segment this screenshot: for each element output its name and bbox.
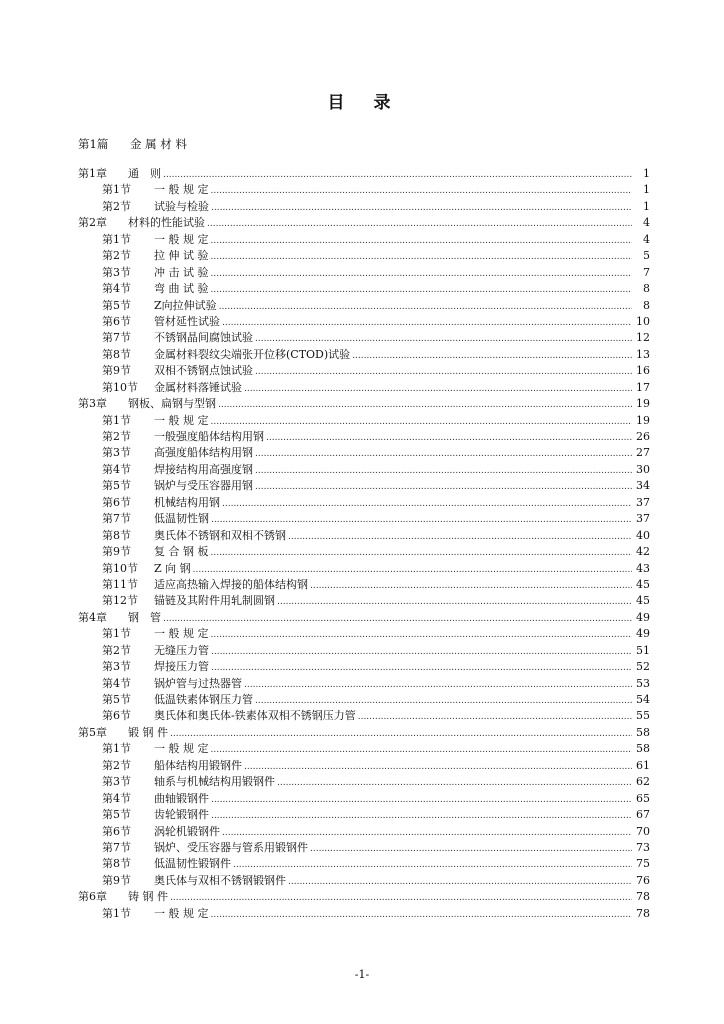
toc-chapter-entry	[0, 215, 724, 231]
entry-title: 钢 管	[128, 610, 161, 624]
entry-number: 第4节	[102, 462, 131, 476]
toc-section-entry	[0, 445, 724, 461]
dot-leader	[219, 299, 632, 315]
toc-section-entry	[0, 347, 724, 363]
entry-number: 第6节	[102, 314, 131, 328]
entry-title: 涡轮机锻钢件	[154, 824, 220, 838]
dot-leader	[211, 742, 633, 758]
entry-number: 第3章	[78, 397, 107, 411]
dot-leader	[211, 183, 633, 199]
entry-number: 第2节	[102, 199, 131, 213]
entry-title: 适应高热输入焊接的船体结构钢	[154, 577, 308, 591]
dot-leader	[244, 677, 632, 693]
entry-page-number: 75	[636, 857, 650, 871]
toc-chapter-entry	[0, 396, 724, 412]
entry-number: 第1节	[102, 742, 131, 756]
entry-page-number: 58	[636, 725, 650, 739]
entry-page-number: 17	[636, 380, 650, 394]
entry-number: 第8节	[102, 528, 131, 542]
entry-number: 第5节	[102, 479, 131, 493]
entry-number: 第12节	[102, 594, 138, 608]
entry-page-number: 8	[643, 282, 650, 296]
entry-page-number: 34	[636, 479, 650, 493]
entry-page-number: 65	[636, 791, 650, 805]
entry-page-number: 49	[636, 610, 650, 624]
dot-leader	[163, 167, 632, 183]
toc-section-entry	[0, 708, 724, 724]
toc-section-entry	[0, 462, 724, 478]
toc-section-entry	[0, 840, 724, 856]
entry-title: 一 般 规 定	[154, 627, 209, 641]
dot-leader	[211, 512, 632, 528]
toc-section-entry	[0, 676, 724, 692]
entry-title: 一 般 规 定	[154, 183, 209, 197]
entry-number: 第1章	[78, 167, 107, 180]
entry-number: 第4节	[102, 791, 131, 805]
dot-leader	[266, 430, 632, 446]
dot-leader	[163, 611, 632, 627]
part-heading	[78, 136, 187, 152]
entry-page-number: 37	[636, 495, 650, 509]
entry-title: 一 般 规 定	[154, 906, 209, 920]
entry-title: 一 般 规 定	[154, 742, 209, 756]
toc-section-entry	[0, 906, 724, 922]
page-title: 目 录	[327, 93, 397, 113]
entry-page-number: 10	[636, 314, 650, 328]
entry-number: 第6节	[102, 824, 131, 838]
toc-section-entry	[0, 511, 724, 527]
entry-title: 金属材料落锤试验	[154, 380, 242, 394]
entry-page-number: 16	[636, 364, 650, 378]
toc-section-entry	[0, 692, 724, 708]
dot-leader	[352, 348, 632, 364]
dot-leader	[211, 200, 632, 216]
entry-title: 一 般 规 定	[154, 232, 209, 246]
toc-section-entry	[0, 298, 724, 314]
entry-title: 管材延性试验	[154, 314, 220, 328]
entry-number: 第1节	[102, 413, 131, 427]
entry-number: 第2节	[102, 643, 131, 657]
dot-leader	[244, 381, 632, 397]
dot-leader	[222, 315, 632, 331]
entry-number: 第2节	[102, 758, 131, 772]
entry-page-number: 27	[636, 446, 650, 460]
entry-number: 第8节	[102, 347, 131, 361]
dot-leader	[211, 249, 633, 265]
entry-title: 复 合 钢 板	[154, 545, 209, 559]
entry-title: 高强度船体结构用钢	[154, 446, 253, 460]
entry-number: 第2章	[78, 216, 107, 230]
entry-number: 第4节	[102, 676, 131, 690]
toc-section-entry	[0, 199, 724, 215]
dot-leader	[170, 726, 632, 742]
entry-page-number: 78	[636, 906, 650, 920]
dot-leader	[358, 709, 632, 725]
dot-leader	[211, 545, 633, 561]
toc-section-entry	[0, 741, 724, 757]
toc-section-entry	[0, 856, 724, 872]
entry-number: 第7节	[102, 840, 131, 854]
dot-leader	[222, 825, 632, 841]
dot-leader	[207, 216, 632, 232]
entry-title: 低温韧性锻钢件	[154, 857, 231, 871]
dot-leader	[211, 808, 632, 824]
entry-title: 钢板、扁钢与型钢	[128, 397, 216, 411]
dot-leader	[244, 759, 632, 775]
entry-page-number: 76	[636, 873, 650, 887]
dot-leader	[255, 693, 632, 709]
dot-leader	[277, 594, 632, 610]
entry-number: 第9节	[102, 364, 131, 378]
entry-title: 锻 钢 件	[128, 725, 168, 739]
entry-number: 第9节	[102, 545, 131, 559]
entry-title: 曲轴锻钢件	[154, 791, 209, 805]
entry-title: 奥氏体不锈钢和双相不锈钢	[154, 528, 286, 542]
dot-leader	[310, 841, 632, 857]
toc-section-entry	[0, 265, 724, 281]
dot-leader	[211, 660, 632, 676]
entry-number: 第6章	[78, 890, 107, 904]
entry-title: 奥氏体与双相不锈钢锻钢件	[154, 873, 286, 887]
toc-section-entry	[0, 577, 724, 593]
toc-list	[0, 166, 724, 922]
dot-leader	[255, 446, 632, 462]
entry-title: 锅炉与受压容器用钢	[154, 479, 253, 493]
entry-title: Z 向 钢	[154, 561, 191, 575]
entry-page-number: 1	[643, 183, 650, 197]
entry-page-number: 45	[636, 594, 650, 608]
entry-number: 第3节	[102, 775, 131, 789]
dot-leader	[211, 233, 633, 249]
entry-page-number: 51	[636, 643, 650, 657]
dot-leader	[193, 562, 632, 578]
toc-section-entry	[0, 182, 724, 198]
toc-section-entry	[0, 544, 724, 560]
dot-leader	[211, 414, 633, 430]
toc-section-entry	[0, 824, 724, 840]
dot-leader	[255, 331, 632, 347]
entry-title: 低温韧性钢	[154, 512, 209, 526]
dot-leader	[255, 479, 632, 495]
dot-leader	[233, 857, 632, 873]
entry-number: 第1节	[102, 183, 131, 197]
entry-page-number: 78	[636, 890, 650, 904]
part-name: 金 属 材 料	[130, 137, 187, 151]
dot-leader	[222, 496, 632, 512]
entry-page-number: 37	[636, 512, 650, 526]
toc-chapter-entry	[0, 610, 724, 626]
entry-page-number: 45	[636, 577, 650, 591]
entry-page-number: 54	[636, 693, 650, 706]
entry-number: 第3节	[102, 446, 131, 460]
toc-section-entry	[0, 495, 724, 511]
entry-page-number: 1	[643, 167, 650, 180]
toc-section-entry	[0, 758, 724, 774]
entry-title: 锚链及其附件用轧制圆钢	[154, 594, 275, 608]
entry-title: 锅炉、受压容器与管系用锻钢件	[154, 840, 308, 854]
dot-leader	[170, 890, 632, 906]
entry-number: 第6节	[102, 709, 131, 723]
entry-page-number: 43	[636, 561, 650, 575]
entry-title: 试验与检验	[154, 199, 209, 213]
toc-section-entry	[0, 478, 724, 494]
dot-leader	[218, 397, 632, 413]
entry-number: 第11节	[102, 577, 138, 591]
entry-title: 双相不锈钢点蚀试验	[154, 364, 253, 378]
entry-page-number: 13	[636, 347, 650, 361]
entry-page-number: 4	[643, 232, 650, 246]
toc-chapter-entry	[0, 889, 724, 905]
toc-section-entry	[0, 791, 724, 807]
entry-number: 第5节	[102, 693, 131, 706]
entry-number: 第5节	[102, 808, 131, 822]
entry-number: 第5节	[102, 298, 131, 312]
entry-page-number: 40	[636, 528, 650, 542]
entry-page-number: 19	[636, 413, 650, 427]
entry-title: 铸 钢 件	[128, 890, 168, 904]
entry-page-number: 61	[636, 758, 650, 772]
toc-section-entry	[0, 380, 724, 396]
page-number: -1-	[354, 968, 370, 981]
dot-leader	[211, 792, 632, 808]
dot-leader	[277, 775, 632, 791]
toc-section-entry	[0, 873, 724, 889]
entry-title: 低温铁素体钢压力管	[154, 693, 253, 706]
entry-title: 轴系与机械结构用锻钢件	[154, 775, 275, 789]
toc-chapter-entry	[0, 166, 724, 182]
entry-page-number: 53	[636, 676, 650, 690]
toc-section-entry	[0, 626, 724, 642]
entry-number: 第8节	[102, 857, 131, 871]
dot-leader	[310, 578, 632, 594]
entry-number: 第7节	[102, 512, 131, 526]
entry-page-number: 4	[643, 216, 650, 230]
toc-section-entry	[0, 413, 724, 429]
dot-leader	[288, 874, 632, 890]
part-number: 第1篇	[78, 137, 109, 151]
entry-title: 齿轮锻钢件	[154, 808, 209, 822]
entry-page-number: 26	[636, 430, 650, 443]
entry-number: 第4节	[102, 282, 131, 296]
entry-title: 金属材料裂纹尖端张开位移(CTOD)试验	[154, 347, 351, 361]
entry-title: 不锈钢晶间腐蚀试验	[154, 331, 253, 345]
entry-number: 第2节	[102, 249, 131, 263]
dot-leader	[211, 907, 633, 923]
entry-page-number: 55	[636, 709, 650, 723]
entry-page-number: 67	[636, 808, 650, 822]
toc-section-entry	[0, 314, 724, 330]
entry-page-number: 19	[636, 397, 650, 411]
entry-page-number: 70	[636, 824, 650, 838]
entry-page-number: 52	[636, 660, 650, 674]
entry-number: 第3节	[102, 265, 131, 279]
entry-number: 第5章	[78, 725, 107, 739]
toc-section-entry	[0, 248, 724, 264]
entry-title: 通 则	[128, 167, 161, 180]
dot-leader	[211, 266, 633, 282]
entry-title: 船体结构用锻钢件	[154, 758, 242, 772]
entry-number: 第1节	[102, 627, 131, 641]
entry-number: 第2节	[102, 430, 131, 443]
entry-title: 焊接结构用高强度钢	[154, 462, 253, 476]
entry-page-number: 58	[636, 742, 650, 756]
entry-number: 第4章	[78, 610, 107, 624]
entry-title: 无缝压力管	[154, 643, 209, 657]
entry-page-number: 49	[636, 627, 650, 641]
entry-number: 第10节	[102, 561, 138, 575]
toc-section-entry	[0, 281, 724, 297]
entry-title: 锅炉管与过热器管	[154, 676, 242, 690]
toc-section-entry	[0, 330, 724, 346]
entry-title: 一 般 规 定	[154, 413, 209, 427]
entry-page-number: 12	[636, 331, 650, 345]
entry-page-number: 7	[643, 265, 650, 279]
entry-title: 机械结构用钢	[154, 495, 220, 509]
dot-leader	[211, 282, 633, 298]
entry-number: 第10节	[102, 380, 138, 394]
toc-section-entry	[0, 807, 724, 823]
entry-title: 材料的性能试验	[128, 216, 205, 230]
toc-section-entry	[0, 593, 724, 609]
entry-title: 冲 击 试 验	[154, 265, 209, 279]
entry-title: 奥氏体和奥氏体-铁素体双相不锈钢压力管	[154, 709, 356, 723]
toc-section-entry	[0, 429, 724, 445]
entry-page-number: 62	[636, 775, 650, 789]
entry-number: 第6节	[102, 495, 131, 509]
entry-page-number: 1	[643, 199, 650, 213]
toc-chapter-entry	[0, 725, 724, 741]
entry-page-number: 73	[636, 840, 650, 854]
entry-title: 焊接压力管	[154, 660, 209, 674]
entry-title: Z向拉伸试验	[154, 298, 217, 312]
toc-section-entry	[0, 643, 724, 659]
entry-page-number: 8	[643, 298, 650, 312]
dot-leader	[211, 627, 633, 643]
entry-number: 第7节	[102, 331, 131, 345]
entry-title: 一般强度船体结构用钢	[154, 430, 264, 443]
entry-title: 弯 曲 试 验	[154, 282, 209, 296]
entry-number: 第1节	[102, 232, 131, 246]
entry-number: 第1节	[102, 906, 131, 920]
entry-title: 拉 伸 试 验	[154, 249, 209, 263]
toc-section-entry	[0, 659, 724, 675]
entry-number: 第9节	[102, 873, 131, 887]
entry-number: 第3节	[102, 660, 131, 674]
toc-section-entry	[0, 232, 724, 248]
entry-page-number: 42	[636, 545, 650, 559]
entry-page-number: 30	[636, 462, 650, 476]
dot-leader	[255, 463, 632, 479]
entry-page-number: 5	[643, 249, 650, 263]
dot-leader	[211, 644, 632, 660]
toc-section-entry	[0, 363, 724, 379]
toc-section-entry	[0, 528, 724, 544]
toc-section-entry	[0, 561, 724, 577]
dot-leader	[288, 529, 632, 545]
dot-leader	[255, 364, 632, 380]
toc-section-entry	[0, 774, 724, 790]
